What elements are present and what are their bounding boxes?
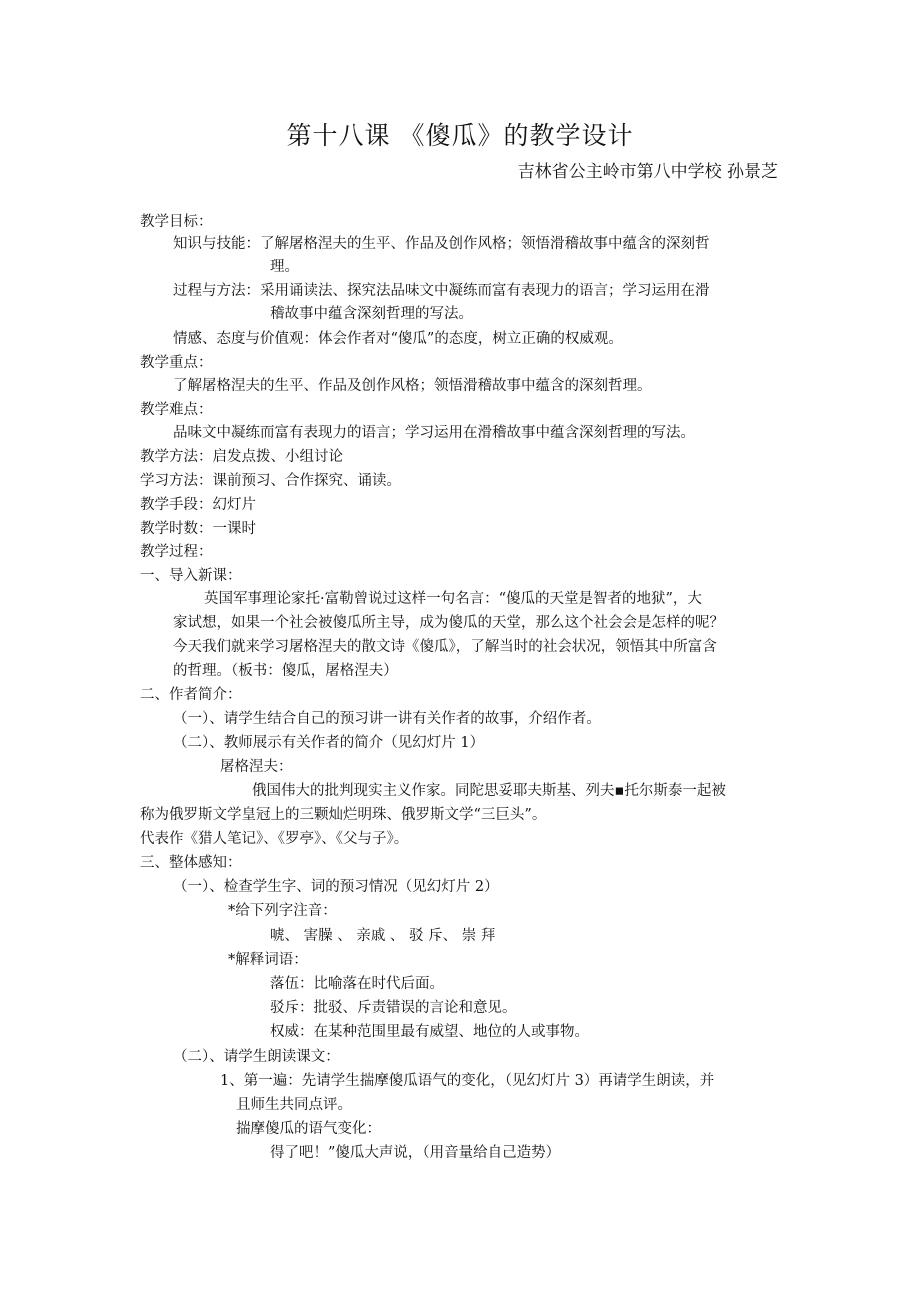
section-heading: 教学目标：: [140, 214, 213, 230]
document-author: 吉林省公主岭市第八中学校 孙景芝: [517, 162, 778, 182]
text-line: 稽故事中蕴含深刻哲理的写法。: [270, 306, 473, 322]
text-line: 称为俄罗斯文学皇冠上的三颗灿烂明珠、俄罗斯文学“三巨头”。: [140, 807, 547, 823]
section-heading: 教学重点：: [140, 355, 213, 371]
text-line: 教学方法：启发点拨、小组讨论: [140, 449, 343, 465]
text-line: （一）、请学生结合自己的预习讲一讲有关作者的故事，介绍作者。: [173, 711, 601, 727]
text-line: *解释词语：: [228, 952, 308, 968]
text-line: 揣摩傻瓜的语气变化：: [236, 1121, 381, 1137]
text-line: 的哲理。（板书：傻瓜，屠格涅夫）: [173, 663, 398, 679]
text-line: 代表作《猎人笔记》、《罗亭》、《父与子》。: [140, 831, 409, 847]
text-line: 驳斥：批驳、斥责错误的言论和意见。: [270, 1000, 517, 1016]
text-line: *给下列字注音：: [228, 903, 337, 919]
text-line: 且师生共同点评。: [236, 1097, 352, 1113]
text-line: 1、第一遍：先请学生揣摩傻瓜语气的变化，（见幻灯片 3）再请学生朗读，并: [220, 1073, 715, 1089]
section-heading: 一、导入新课：: [140, 568, 242, 584]
text-line: （一）、检查学生字、词的预习情况（见幻灯片 2）: [173, 879, 499, 895]
document-title: 第十八课 《傻瓜》的教学设计: [286, 121, 634, 150]
text-line: 俄国伟大的批判现实主义作家。同陀思妥耶夫斯基、列夫▪托尔斯泰一起被: [252, 783, 726, 799]
text-line: 教学手段：幻灯片: [140, 497, 256, 513]
text-line: 家试想，如果一个社会被傻瓜所主导，成为傻瓜的天堂，那么这个社会会是怎样的呢？: [173, 615, 724, 631]
text-line: 学习方法：课前预习、合作探究、诵读。: [140, 473, 401, 489]
text-line: 情感、态度与价值观：体会作者对“傻瓜”的态度，树立正确的权威观。: [173, 331, 623, 347]
text-line: （二）、教师展示有关作者的简介（见幻灯片 1）: [173, 735, 485, 751]
text-line: 唬、 害臊 、 亲戚 、 驳 斥、 崇 拜: [270, 928, 496, 944]
text-line: 过程与方法：采用诵读法、探究法品味文中凝练而富有表现力的语言；学习运用在滑: [173, 283, 710, 299]
section-heading: 二、作者简介：: [140, 687, 242, 703]
text-line: 英国军事理论家托·富勒曾说过这样一句名言：“傻瓜的天堂是智者的地狱”，大: [204, 591, 702, 607]
text-line: 权威：在某种范围里最有威望、地位的人或事物。: [270, 1024, 589, 1040]
section-heading: 教学难点：: [140, 402, 213, 418]
section-heading: 教学过程：: [140, 544, 213, 560]
text-line: 今天我们就来学习屠格涅夫的散文诗《傻瓜》，了解当时的社会状况，领悟其中所富含: [173, 639, 717, 655]
text-line: 教学时数：一课时: [140, 521, 256, 537]
text-line: 落伍：比喻落在时代后面。: [270, 976, 444, 992]
text-line: 了解屠格涅夫的生平、作品及创作风格；领悟滑稽故事中蕴含的深刻哲理。: [173, 378, 652, 394]
text-line: （二）、请学生朗读课文：: [173, 1049, 340, 1065]
section-heading: 三、整体感知：: [140, 855, 242, 871]
text-line: 知识与技能：了解屠格涅夫的生平、作品及创作风格；领悟滑稽故事中蕴含的深刻哲: [173, 236, 710, 252]
text-line: 理。: [270, 259, 299, 275]
text-line: 得了吧！”傻瓜大声说，（用音量给自己造势）: [270, 1145, 561, 1161]
text-line: 屠格涅夫：: [220, 759, 293, 775]
text-line: 品味文中凝练而富有表现力的语言；学习运用在滑稽故事中蕴含深刻哲理的写法。: [173, 425, 695, 441]
